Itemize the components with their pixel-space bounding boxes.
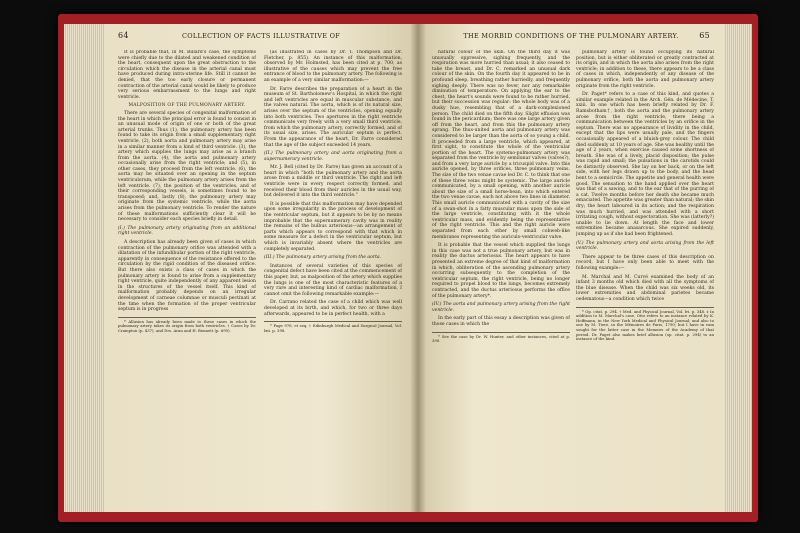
subsection-heading: (V.) The pulmonary artery and aorta arising from the left ventricle. xyxy=(576,240,714,252)
paragraph: It is possible that this malformation may have depended upon some irregularity in the process of development of the ventricular septum, but it appears to be by no means improbable that the supernumerary cavity was in reality the remains of the bulbus arteriosus—an arrangement of parts which appears to correspond with that which in some measure for a defect in the ventricular septum, but which is invariably absent where the ventricles are completely separated. xyxy=(264,201,402,252)
running-head: THE MORBID CONDITIONS OF THE PULMONARY ARTERY. xyxy=(463,32,679,40)
text-column xyxy=(118,50,256,504)
paragraph: M. Marchal and M. Curvé examined the body of an infant 3 months old which died with all the symptoms of the blue disease. When the child was six weeks old, its lower extremities and abdominal parietes became oedematous—a condition which twice xyxy=(576,274,714,302)
paragraph: pulmonary artery is found occupying its natural position, but is either obliterated or greatly contracted at its origin, and in which the aorta also arises from the right ventricle; in addition to these, there appears to be a class of cases in which, independently of any disease of the pulmonary orifice, both the aorta and pulmonary artery originate from the right ventricle. xyxy=(576,50,714,89)
paragraph: In the early part of this essay a description was given of those cases in which the xyxy=(432,316,570,327)
subsection-heading: (IV.) The aorta and pulmonary artery arising from the right ventricle. xyxy=(432,302,570,313)
book-gutter-shadow xyxy=(410,24,426,512)
paragraph: natural colour of the skin. On the third day it was unusually oppressive, sighing frequently, and the respiration was more hurried than usual; it also ceased to take the breast, and Dr. C. remarked an unusual dark colour of the skin. On the fourth day it appeared to be in profound sleep, breathing rather hurriedly, and frequently sighing deeply. There was no fever, nor any remarkable diminution of temperature. On applying the ear to the chest, the heart's sounds were found to be rather hurried, but their succession was regular: the whole body was of a dusky hue, resembling that of a dark-complexioned person. The child died on the fifth day. Slight effusion was found in the pericardium; there was one large artery given off from the heart, and from this the pulmonary artery sprang. The thus-united aorta and pulmonary artery was considered to be larger than the aorta of so young a child. It proceeded from a large ventricle, which appeared, at first sight, to constitute the whole of the ventricular portion of the heart. The systemo-pulmonary artery was separated from the ventricle by semilunar valves (valves?), and from a very large auricle by a tricuspid valve. Into this auricle opened, by three orifices, three pulmonary veins. The size of the two venae cavae led Dr. C. to think that one of these three veins might be systemic. The large auricle communicated, by a small opening, with another auricle about the size of a small horse-bean, into which entered the two venae cavae, each not above two lines in diameter. This small auricle communicated with a cavity of the size of a swan-shot in a fatty muscular mass upon the side of the large ventricle, constituting with it the whole ventricular mass, and evidently being the representative of the right ventricle. This and the right auricle were separated from each other by small cobweb-like membranes representing the auriculo-ventricular valve. xyxy=(432,50,570,240)
paragraph: It is probable that, in M. Billard's case, the symptoms were chiefly due to the dilated and weakened condition of the heart, consequent upon the great obstruction to the circulation which the disease in the arterial canal must have produced during intra-uterine life. Still it cannot be denied, that the too early closure or permanent contraction of the arterial canal would be likely to produce very serious embarrassment to the lungs and right ventricle. xyxy=(118,50,256,100)
text-column xyxy=(576,50,714,504)
paragraph: Instances of several varieties of this species of congenital defect have been cited at the commencement of this paper, but, as malposition of the artery which supplies the lungs is one of the most characteristic features of a very rare and interesting kind of cardiac malformation, I cannot omit the following remarkable example:— xyxy=(264,263,402,297)
paragraph: A description has already been given of cases in which contraction of the pulmonary orifice was attended with a dilatation of the infundibular portion of the right ventricle, apparently in consequence of the resistance offered to the circulation by the rigid condition of the diseased orifice. But there also exists a class of cases in which the pulmonary artery is found to arise from a supplementary right ventricle, quite independently of any apparent lesion in the structures of the vessel itself. This kind of malformation probably depends on an irregular development of carneae columnae or musculi pectinati at the time when the formation of the proper ventricular septum is in progress xyxy=(118,240,256,313)
paragraph: (as illustrated in cases by Dr. T. Thompson and Dr. Fletcher, p. 855). An instance of this malformation, observed by Mr. Holmsted, has been cited at p. 700, as illustrative of the causes which may prevent the free entrance of blood to the pulmonary artery. The following is an example of a very similar malformation:— xyxy=(264,50,402,83)
page-edges-right xyxy=(720,24,752,512)
paragraph: Dr. Paget* refers to a case of this kind, and quotes a similar example related in the Arch. Gén. de Médecine, T. xxiii. In one which has been briefly related by Dr. F. Ramsbotham†, both the aorta and the pulmonary artery arose from the right ventricle, there being a communication between the ventricles by an orifice in the septum. There was no appearance of lividity in the child, except that the lips were usually pale, and the fingers occasionally appeared of a bluish-grey colour. The child died suddenly at 10 years of age. She was healthy until the age of 2 years, when exercise caused some shortness of breath. She was of a lively, placid disposition; the pulse was rapid and small; the pulsations in the carotids could be distinctly observed. She lay on her back, or on the left side, with her legs drawn up to the body, and the head bent to a semicircle. The appetite and general health were good. The sensation to the hand applied over the heart was that of a sawing, and to the ear that of the purring of a cat. Twelve months before her death she became much emaciated. The appetite was greater than natural; the skin dry; the heart laboured in its action; and the respiration was much hurried, and was attended with a short irritating cough, without expectoration. She was (latterly?) unable to lie down. At length the face and lower extremities became anasarcous. She expired suddenly, jumping up as if she had been frightened. xyxy=(576,92,714,237)
text-column xyxy=(264,50,402,504)
page-edges-left xyxy=(64,24,106,512)
text-column xyxy=(432,50,570,504)
footnote: * Op. citat. p. 294. † Med. and Physical Journal, Vol. lvi. p. 348. ‡ In addition to M. Marchal's case, Otto refers to an instance related by K. Hoffmann, in the New York Medical and Physical Journal; and also to one by M. Tiere, in the Mémoires de Paris, 1790; but I have in vain sought for the latter case in the Memoirs of the Academy of that period. Dr. Paget also makes brief allusion (op. citat. p. 294) to an instance of the kind. xyxy=(576,308,714,342)
section-heading: MALPOSITION OF THE PULMONARY ARTERY. xyxy=(128,103,246,109)
footnote: * Allusion has already been made to these cases in which the pulmonary artery takes its origin from both ventricles. † Cases by Dr. Crampton (p. 437), and Drs. Aran and H. Bennett (p. 699). xyxy=(118,318,256,333)
paragraph: Dr. Farre describes the preparation of a heart in the museum of St. Bartholomew's Hospital, in which the right and left ventricles are equal in muscular substance, and the valves natural. The aorta, which is of its natural size, arises over the septum of the ventricles, opening equally into both ventricles. Two apertures in the right ventricle communicate very freely with a very small third ventricle, from which the pulmonary artery, correctly formed, and of its usual size, arises. The auricular septum is perfect. From the appearance of the heart, Dr. Farre considered that the age of the subject exceeded 14 years. xyxy=(264,86,402,148)
open-book xyxy=(58,14,758,522)
subsection-heading: (II.) The pulmonary artery and aorta originating from a supernumerary ventricle. xyxy=(264,151,402,162)
paragraph: It is probable that the vessel which supplied the lungs in this case was not a true pulmonary artery, but was in reality the ductus arteriosus. The heart appears to have presented an extreme degree of that kind of malformation in which, obliteration of the ascending pulmonary artery occurring subsequently to the completion of the ventricular septum, the right ventricle, being no longer required to propel blood to the lungs, becomes extremely contracted, and the ductus arteriosus performs the office of the pulmonary artery*. xyxy=(432,243,570,299)
footnote: * See the case by Dr. W. Hunter, and other instances, cited at p. 390. xyxy=(432,333,570,344)
paragraph: Dr. Carrano related the case of a child which was well developed at its birth, and which, for two or three days afterwards, appeared to be in perfect health, with a xyxy=(264,300,402,317)
paragraph: There are several species of congenital malformation of the heart in which the principal error is found to consist in an unusual mode of origin of one or both of the great arterial trunks. Thus (1), the pulmonary artery has been found to take its origin from a small supplementary right ventricle. (2), both aorta and pulmonary artery may arise in a similar manner from a kind of third ventricle. (3), the artery which supplies the lungs may arise as a branch from the aorta. (4), the aorta and pulmonary artery occasionally arise from the right ventricle; and (5), in other cases, they proceed from the left ventricle. (6), the aorta may be situated over an opening in the septum ventriculorum, while the pulmonary artery arises from the left ventricle. (7), the position of the ventricles, and of their corresponding vessels, is sometimes found to be transposed; and, lastly (8), the pulmonary artery may originate from the systemic ventricle, while the aorta arises from the pulmonary ventricle. To render the nature of these malformations sufficiently clear it will be necessary to consider each species briefly in detail. xyxy=(118,110,256,223)
right-page-header xyxy=(432,32,710,44)
running-head: COLLECTION OF FACTS ILLUSTRATIVE OF xyxy=(181,32,341,40)
paragraph: Mr. J. Bell (cited by Dr. Farre) has given an account of a heart in which "both the pulmonary artery and the aorta arose from a middle or third ventricle. The right and left ventricle were in every respect correctly formed, and received their blood from their auricles in the usual way, but delivered it into the third ventricle." xyxy=(264,165,402,199)
left-page xyxy=(104,24,418,512)
subsection-heading: (I.) The pulmonary artery originating from an additional right ventricle. xyxy=(118,225,256,237)
left-page-header xyxy=(118,32,404,44)
right-page xyxy=(418,24,724,512)
subsection-heading: (III.) The pulmonary artery arising from the aorta. xyxy=(264,255,382,261)
page-number: 64 xyxy=(118,31,129,40)
paragraph: There appear to be three cases of this description on record, but I have only been able to meet with the following example:— xyxy=(576,254,714,271)
footnote: * Page 976, et seq. † Edinburgh Medical and Surgical Journal, Vol. lxii. p. 398. xyxy=(264,323,402,333)
page-number: 65 xyxy=(699,31,710,40)
